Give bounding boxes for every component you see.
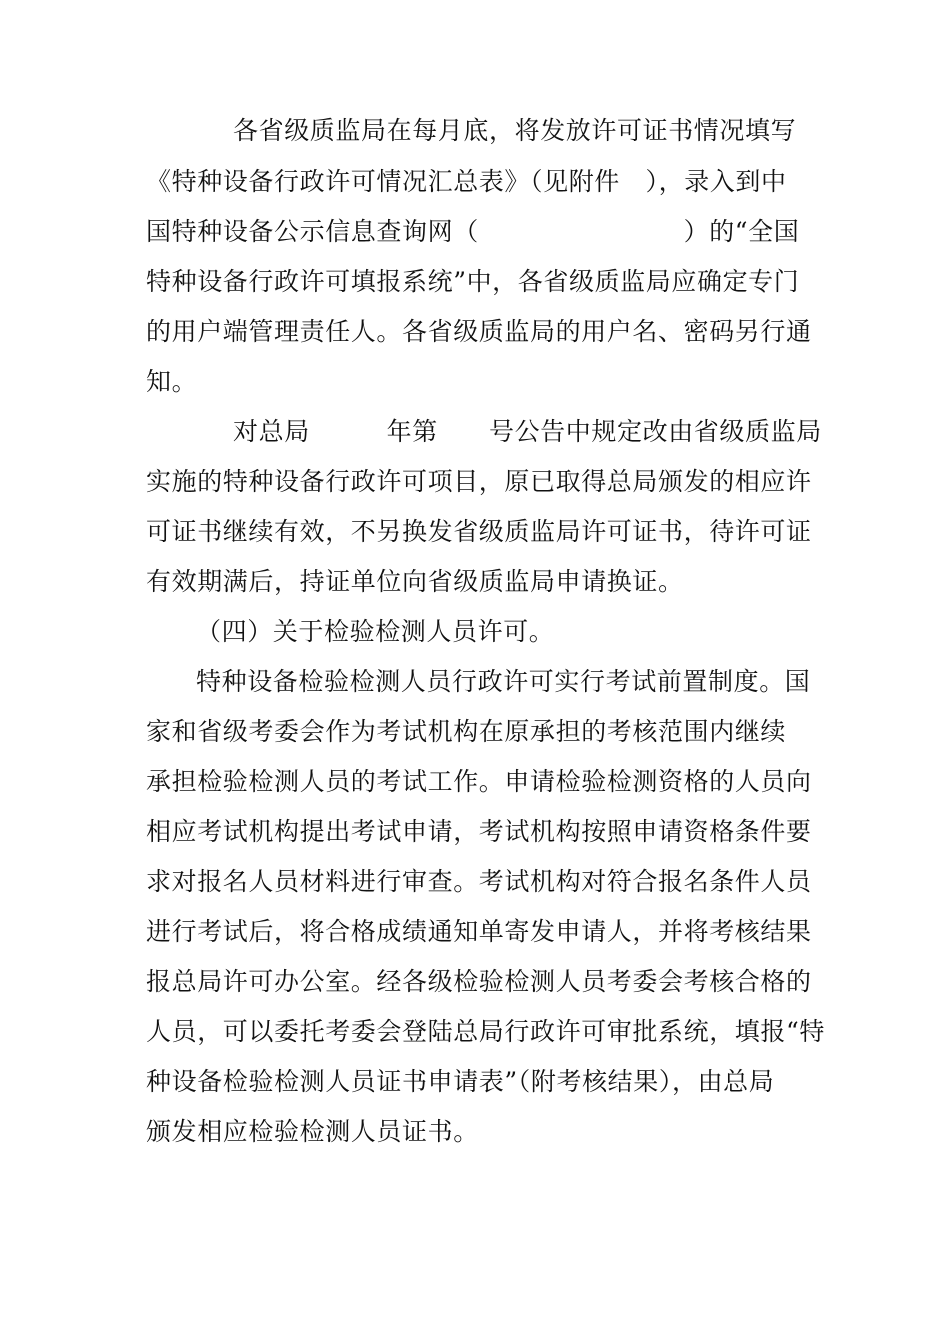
- paragraph-1-line-3: 国特种设备公示信息查询网（ ）的“全国: [146, 217, 800, 246]
- paragraph-1-line-1: 各省级质监局在每月底，将发放许可证书情况填写: [233, 116, 797, 145]
- paragraph-4-line-6: 进行考试后，将合格成绩通知单寄发申请人，并将考核结果: [146, 917, 812, 946]
- paragraph-4-line-8: 人员，可以委托考委会登陆总局行政许可审批系统，填报“特: [146, 1017, 825, 1046]
- paragraph-2-line-1: 对总局 年第 号公告中规定改由省级质监局: [233, 417, 822, 446]
- paragraph-4-line-10: 颁发相应检验检测人员证书。: [146, 1117, 479, 1146]
- paragraph-4-line-1: 特种设备检验检测人员行政许可实行考试前置制度。国: [196, 667, 811, 696]
- paragraph-1-line-2: 《特种设备行政许可情况汇总表》（见附件 ），录入到中: [146, 167, 787, 196]
- paragraph-2-line-3: 可证书继续有效，不另换发省级质监局许可证书，待许可证: [146, 517, 812, 546]
- paragraph-4-line-9: 种设备检验检测人员证书申请表”（附考核结果），由总局: [146, 1067, 775, 1096]
- paragraph-2-line-4: 有效期满后，持证单位向省级质监局申请换证。: [146, 567, 684, 596]
- paragraph-4-line-5: 求对报名人员材料进行审查。考试机构对符合报名条件人员: [146, 867, 812, 896]
- paragraph-1-line-4: 特种设备行政许可填报系统”中，各省级质监局应确定专门: [146, 267, 800, 296]
- section-heading: （四）关于检验检测人员许可。: [196, 617, 555, 646]
- paragraph-4-line-7: 报总局许可办公室。经各级检验检测人员考委会考核合格的: [146, 967, 812, 996]
- paragraph-4-line-4: 相应考试机构提出考试申请，考试机构按照申请资格条件要: [146, 817, 812, 846]
- paragraph-1-line-6: 知。: [146, 367, 198, 396]
- paragraph-4-line-3: 承担检验检测人员的考试工作。申请检验检测资格的人员向: [146, 767, 812, 796]
- paragraph-1-line-5: 的用户端管理责任人。各省级质监局的用户名、密码另行通: [146, 317, 812, 346]
- paragraph-4-line-2: 家和省级考委会作为考试机构在原承担的考核范围内继续: [146, 717, 787, 746]
- paragraph-2-line-2: 实施的特种设备行政许可项目，原已取得总局颁发的相应许: [146, 467, 812, 496]
